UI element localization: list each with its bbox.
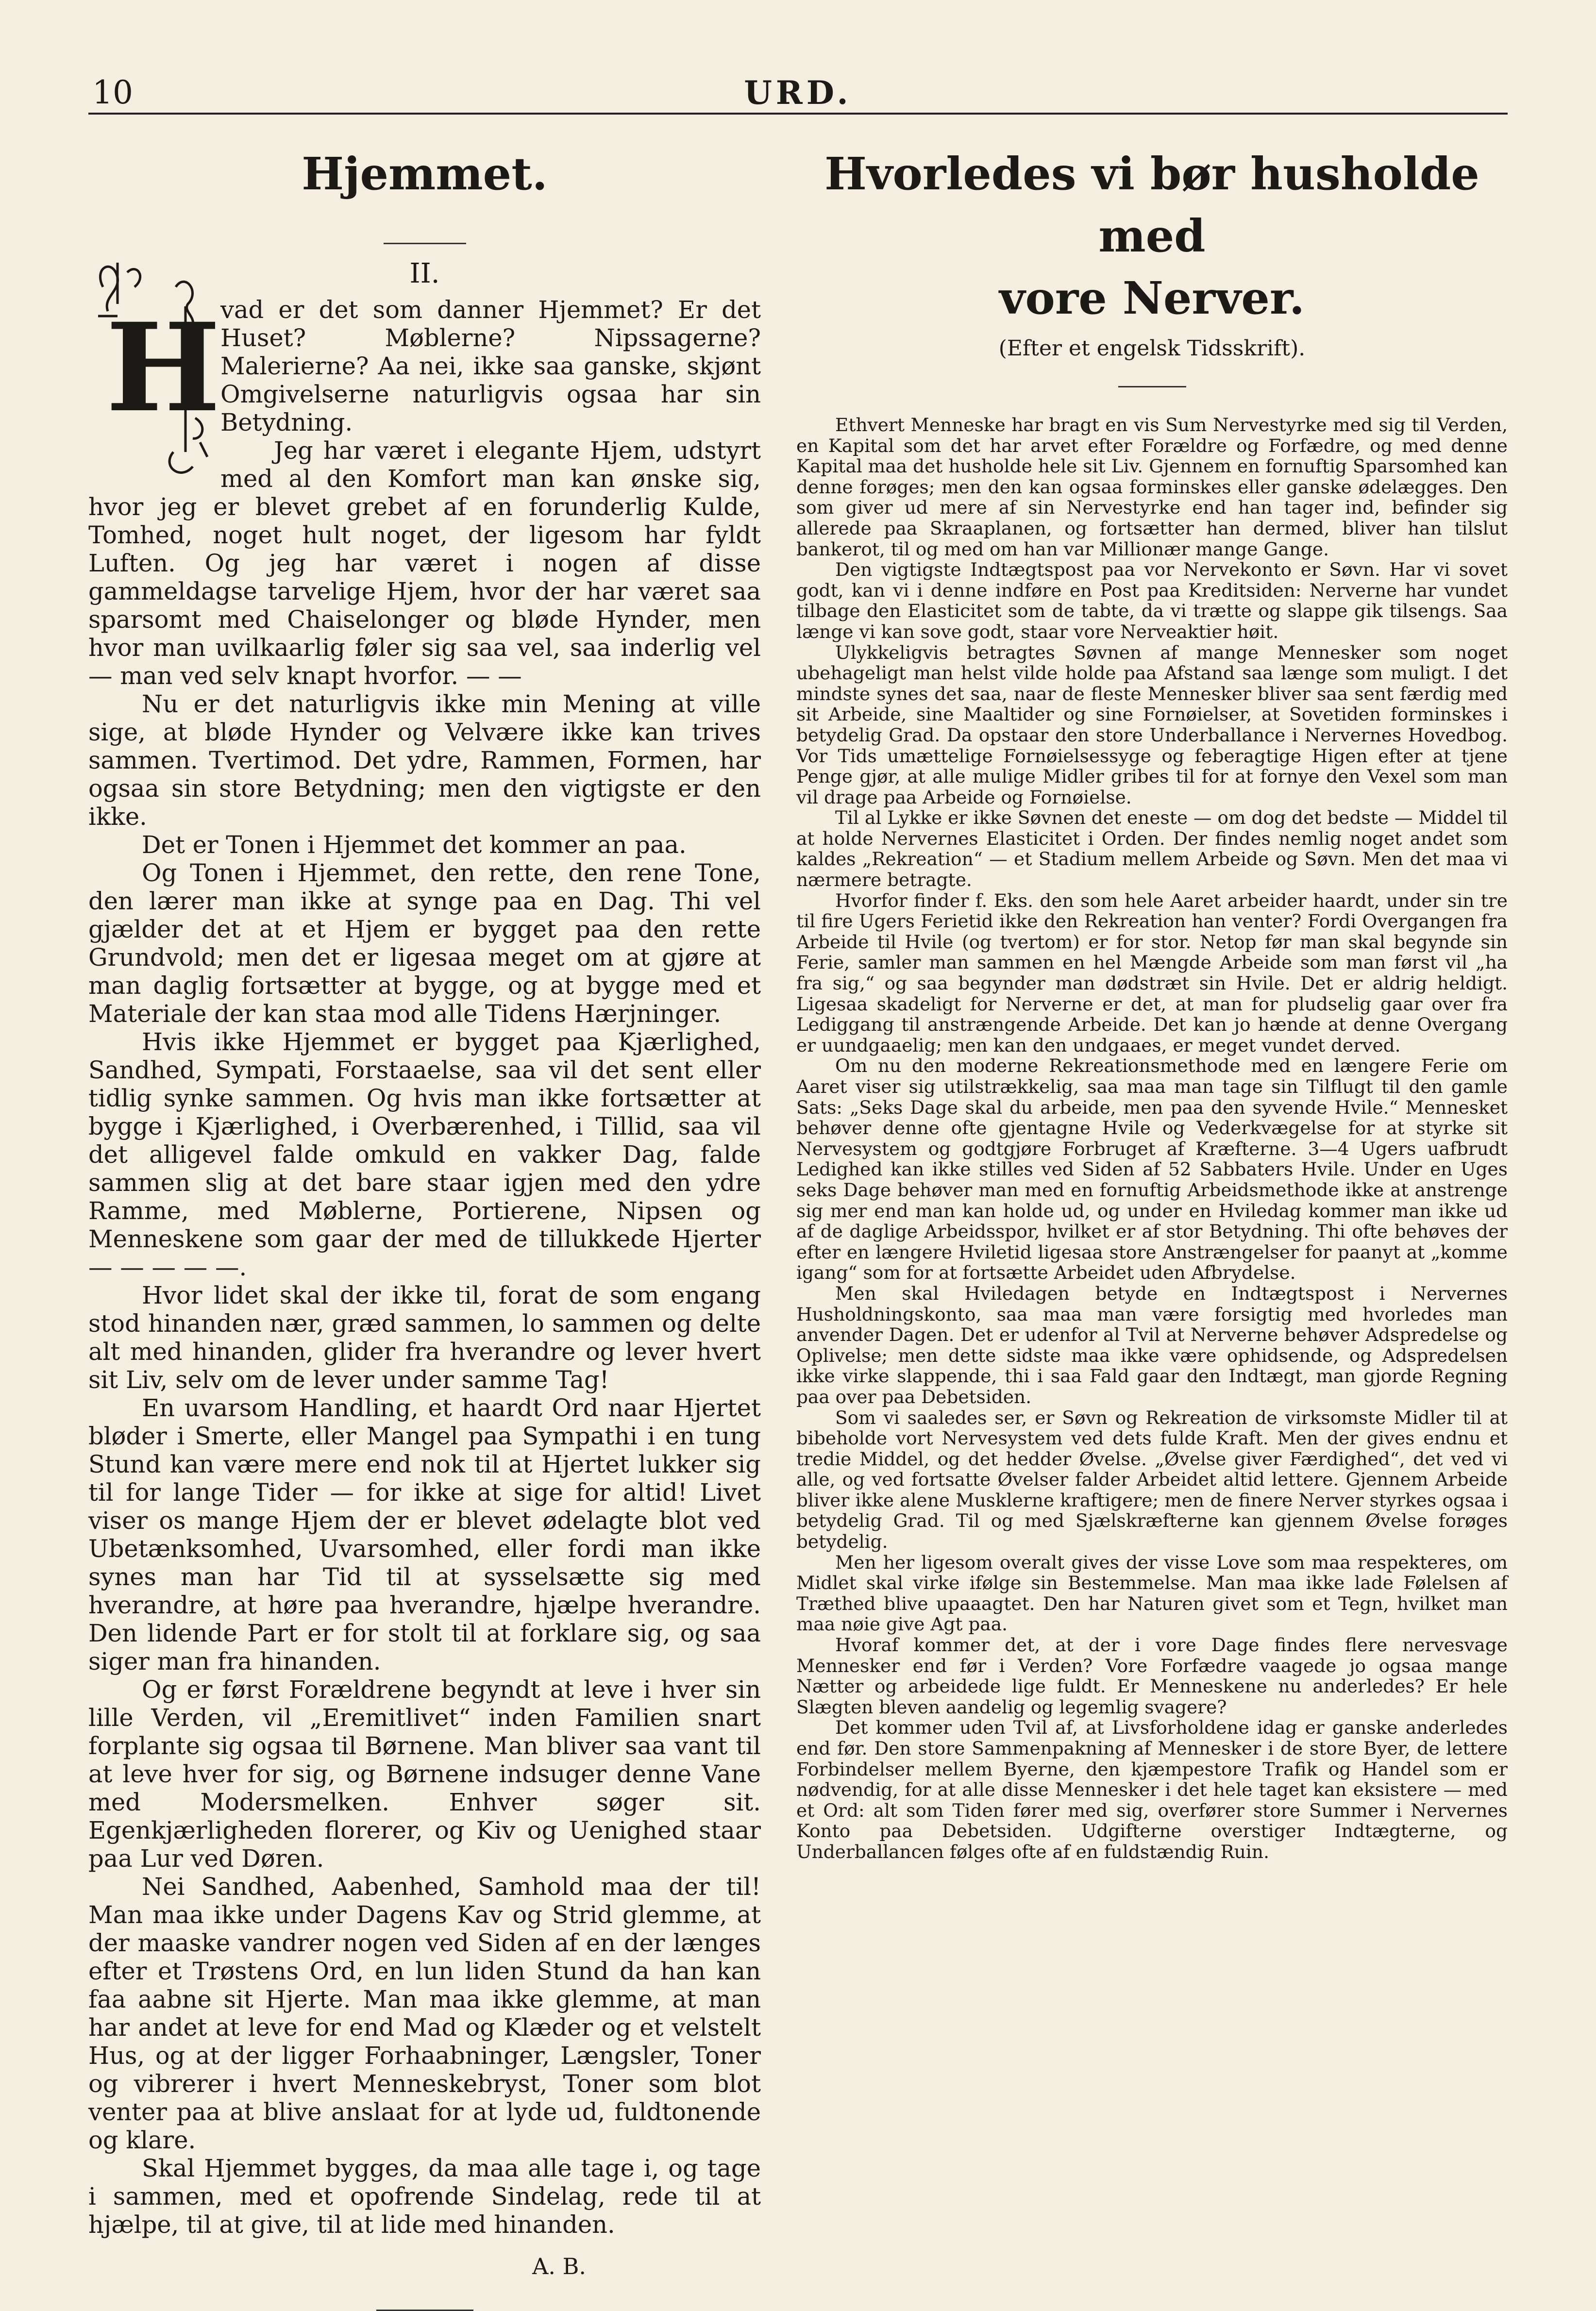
section-number: II.: [409, 258, 440, 289]
right-article-title-line2: vore Nerver.: [999, 272, 1305, 324]
paragraph: Det er Tonen i Hjemmet det kommer an paa.: [142, 831, 687, 859]
paragraph: Ulykkeligvis betragtes Søvnen af mange Mennesker som noget ubehageligt man helst vilde holde paa Afstand saa længe som muligt. I det mindste synes det saa, naar de fleste Mennesker bliver saa sent færdig med sit Arbeide, sine Maaltider og sine Fornøielser, at Sovetiden forminskes i betydelig Grad. Da opstaar den store Underballance i Nervernes Hovedbog. Vor Tids umættelige Fornøielsessyge og feberagtige Higen efter at tjene Penge gjør, at alle mulige Midler gribes til for at fornye den Vexel som man vil drage paa Arbeide og Fornøielse.: [796, 641, 1508, 808]
divider: [1118, 386, 1186, 387]
right-article-title-line1: Hvorledes vi bør husholde med: [824, 148, 1479, 262]
divider: [384, 243, 466, 244]
running-head: [88, 73, 1508, 115]
ornamental-initial: [88, 258, 221, 487]
paragraph: Den vigtigste Indtægtspost paa vor Nervekonto er Søvn. Har vi sovet godt, kan vi i denne indføre en Post paa Kreditsiden: Nerverne har vundet tilbage den Elasticitet som de tabte, da vi trætte og slappe gik tilsengs. Saa længe vi kan sove godt, staar vore Nerveaktier høit.: [796, 559, 1508, 642]
paragraph: Nu er det naturligvis ikke min Mening at ville sige, at bløde Hynder og Velvære ikke kan trives sammen. Tvertimod. Det ydre, Rammen, Formen, har ogsaa sin store Betydning; men den vigtigste er den ikke.: [88, 690, 761, 831]
right-article: [796, 136, 1508, 1862]
paragraph: Men her ligesom overalt gives der visse Love som maa respekteres, om Midlet skal virke ifølge sin Bestemmelse. Man maa ikke lade Følelsen af Træthed blive upaaagtet. Den har Naturen givet som et Tegn, hvilket man maa nøie give Agt paa.: [796, 1551, 1508, 1635]
paragraph: Ethvert Menneske har bragt en vis Sum Nervestyrke med sig til Verden, en Kapital som det har arvet efter Forældre og Forfædre, og med denne Kapital maa det husholde hele sit Liv. Gjennem en fornuftig Sparsomhed kan denne forøges; men den kan ogsaa forminskes eller ganske ødelægges. Den som giver ud mere af sin Nervestyrke end han tager ind, befinder sig allerede paa Skraaplanen, og fortsætter han dermed, bliver han tilslut bankerot, til og med om han var Millionær mange Gange.: [796, 414, 1508, 560]
paragraph: Skal Hjemmet bygges, da maa alle tage i, og tage i sammen, med et opofrende Sindelag, rede til at hjælpe, til at give, til at lide med hinanden.: [88, 2154, 761, 2239]
paragraph: Til al Lykke er ikke Søvnen det eneste — om dog det bedste — Middel til at holde Nervernes Elasticitet i Orden. Der findes nemlig noget andet som kaldes „Rekreation“ — et Stadium mellem Arbeide og Søvn. Men det maa vi nærmere betragte.: [796, 807, 1508, 891]
paragraph: Og er først Forældrene begyndt at leve i hver sin lille Verden, vil „Eremitlivet“ inden Familien snart forplante sig ogsaa til Børnene. Man bliver saa vant til at leve hver for sig, og Børnene indsuger denne Vane med Modersmelken. Enhver søger sit. Egenkjærligheden florerer, og Kiv og Uenighed staar paa Lur ved Døren.: [88, 1675, 761, 1873]
left-article-body: [88, 296, 761, 2239]
journal-name: URD.: [744, 74, 852, 112]
paragraph: Hvis ikke Hjemmet er bygget paa Kjærlighed, Sandhed, Sympati, Forstaaelse, saa vil det sent eller tidlig synke sammen. Og hvis man ikke fortsætter at bygge i Kjærlighed, i Overbærenhed, i Tillid, saa vil det alligevel falde omkuld en vakker Dag, falde sammen slig at det bare staar igjen med den ydre Ramme, med Møblerne, Portierene, Nipsen og Menneskene som gaar der med de tillukkede Hjerter — — — — —.: [88, 1028, 761, 1281]
paragraph: Hvorfor finder f. Eks. den som hele Aaret arbeider haardt, under sin tre til fire Ugers Ferietid ikke den Rekreation han venter? Fordi Overgangen fra Arbeide til Hvile (og tvertom) er for stor. Netop før man skal begynde sin Ferie, samler man sammen en hel Mængde Arbeide som man først vil „ha fra sig,“ og saa begynder man dødstræt sin Hvile. Det er aldrig heldigt. Ligesaa skadeligt for Nerverne er det, at man for pludselig gaar over fra Lediggang til anstrængende Arbeide. Det kan jo hænde at denne Overgang er uundgaaelig; men kan den undgaaes, er meget vundet derved.: [796, 889, 1508, 1056]
paragraph: Men skal Hviledagen betyde en Indtægtspost i Nervernes Husholdningskonto, saa maa man være forsigtig med hvorledes man anvender Dagen. Det er udenfor al Tvil at Nerverne behøver Adspredelse og Oplivelse; men dette sidste maa ikke være ophidsende, og Adspredelsen ikke virke slappende, thi i saa Fald gaar den Indtægt, man gjorde Regning paa over paa Debetsiden.: [796, 1282, 1508, 1407]
paragraph: Som vi saaledes ser, er Søvn og Rekreation de virksomste Midler til at bibeholde vort Nervesystem ved dets fulde Kraft. Men der gives endnu et tredie Middel, og det hedder Øvelse. „Øvelse giver Færdighed“, det ved vi alle, og ved fortsatte Øvelser falder Arbeidet altid lettere. Gjennem Arbeide bliver ikke alene Musklerne kraftigere; men de finere Nerver styrkes ogsaa i betydelig Grad. Til og med Sjælskræfterne kan gjennem Øvelse forøges betydelig.: [796, 1407, 1508, 1553]
left-article-title: Hjemmet.: [302, 148, 548, 200]
paragraph: Og Tonen i Hjemmet, den rette, den rene Tone, den lærer man ikke at synge paa en Dag. Thi vel gjælder det at et Hjem er bygget paa den rette Grundvold; men det er ligesaa meget om at gjøre at man daglig fortsætter at bygge, og at bygge med et Materiale der kan staa mod alle Tidens Hærjninger.: [88, 859, 761, 1028]
initial-letter: H: [106, 296, 221, 439]
left-article: [88, 136, 761, 2311]
paragraph: vad er det som danner Hjemmet? Er det Huset? Møblerne? Nipssagerne? Malerierne? Aa nei, ikke saa ganske, skjønt Omgivelserne naturligvis ogsaa har sin Betydning.: [220, 296, 761, 436]
page-number: 10: [92, 74, 133, 111]
paragraph: Jeg har været i elegante Hjem, udstyrt med al den Komfort man kan ønske sig, hvor jeg er blevet grebet af en forunderlig Kulde, Tomhed, noget hult noget, der ligesom har fyldt Luften. Og jeg har været i nogen af disse gammeldagse tarvelige Hjem, hvor der har været saa sparsomt med Chaiselonger og bløde Hynder, men hvor man uvilkaarlig føler sig saa vel, saa inderlig vel — man ved selv knapt hvorfor. — —: [88, 436, 761, 690]
right-article-subtitle: (Efter et engelsk Tidsskrift).: [998, 336, 1306, 361]
paragraph: Hvoraf kommer det, at der i vore Dage findes flere nervesvage Mennesker end før i Verden? Vore Forfædre vaagede jo ogsaa mange Nætter og arbeidede lige fuldt. Er Menneskene nu anderledes? Er hele Slægten bleven aandelig og legemlig svagere?: [796, 1634, 1508, 1718]
paragraph: Nei Sandhed, Aabenhed, Samhold maa der til! Man maa ikke under Dagens Kav og Strid glemme, at der maaske vandrer nogen ved Siden af en der længes efter et Trøstens Ord, en lun liden Stund da han kan faa aabne sit Hjerte. Man maa ikke glemme, at man har andet at leve for end Mad og Klæder og et velstelt Hus, og at der ligger Forhaabninger, Længsler, Toner og vibrerer i hvert Menneskebryst, Toner som blot venter paa at blive anslaat for at lyde ud, fuldtonende og klare.: [88, 1873, 761, 2154]
paragraph: En uvarsom Handling, et haardt Ord naar Hjertet bløder i Smerte, eller Mangel paa Sympathi i en tung Stund kan være mere end nok til at Hjertet lukker sig til for lange Tider — for ikke at sige for altid! Livet viser os mange Hjem der er blevet ødelagte blot ved Ubetænksomhed, Uvarsomhed, eller fordi man ikke synes man har Tid til at sysselsætte sig med hverandre, at høre paa hverandre, hjælpe hverandre. Den lidende Part er for stolt til at forklare sig, og saa siger man fra hinanden.: [88, 1394, 761, 1675]
paragraph: Hvor lidet skal der ikke til, forat de som engang stod hinanden nær, græd sammen, lo sammen og delte alt med hinanden, glider fra hverandre og lever hvert sit Liv, selv om de lever under samme Tag!: [88, 1281, 761, 1394]
right-article-body: [796, 415, 1508, 1862]
signature: A. B.: [532, 2253, 586, 2279]
paragraph: Om nu den moderne Rekreationsmethode med en længere Ferie om Aaret viser sig utilstrækkelig, saa maa man tage sin Tilflugt til den gamle Sats: „Seks Dage skal du arbeide, men paa den syvende Hvile.“ Mennesket behøver denne ofte gjentagne Hvile og Vederkvægelse for at styrke sit Nervesystem og godtgjøre Forbruget af Kræfterne. 3—4 Ugers uafbrudt Ledighed kan ikke stilles ved Siden af 52 Sabbaters Hvile. Under en Uges seks Dage behøver man med en fornuftig Arbeidsmethode ikke at anstrenge sig mer end man kan holde ud, og under en Hviledag kommer man ikke ud af de daglige Arbeidsspor, hvilket er af stor Betydning. Thi ofte behøves der efter en længere Hviletid ligesaa store Anstrængelser for paanyt at „komme igang“ som for at fortsætte Arbeidet uden Afbrydelse.: [796, 1055, 1508, 1284]
paragraph: Det kommer uden Tvil af, at Livsforholdene idag er ganske anderledes end før. Den store Sammenpakning af Mennesker i de store Byer, de lettere Forbindelser mellem Byerne, den kjæmpestore Trafik og Handel som er nødvendig, for at alle disse Mennesker i det hele taget kan eksistere — med et Ord: alt som Tiden fører med sig, overfører store Summer i Nervernes Konto paa Debetsiden. Udgifterne overstiger Indtægterne, og Underballancen følges ofte af en fuldstændig Ruin.: [796, 1717, 1508, 1862]
